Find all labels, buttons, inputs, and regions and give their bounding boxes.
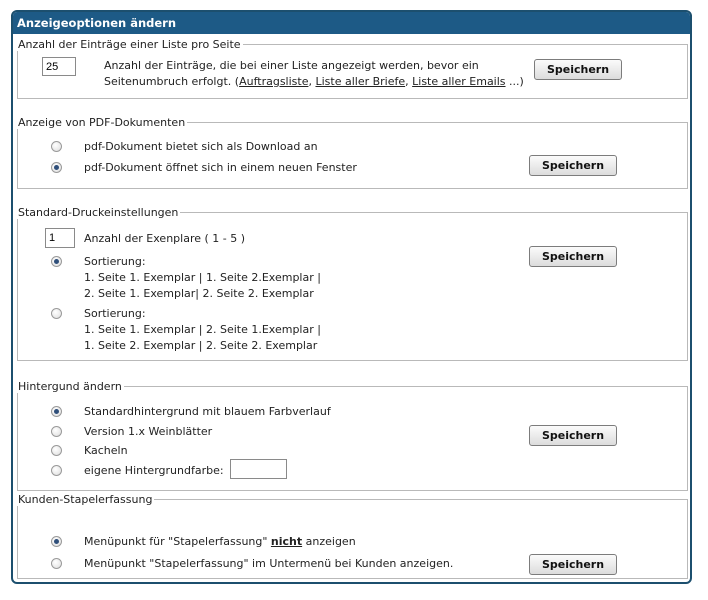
save-button-print[interactable]: Speichern — [529, 246, 617, 267]
batch-hide-label-prefix: Menüpunkt für "Stapelerfassung" — [84, 535, 271, 548]
save-button-batch[interactable]: Speichern — [529, 554, 617, 575]
copies-label: Anzahl der Exenplare ( 1 - 5 ) — [84, 232, 246, 245]
background-custom-color-radio[interactable] — [51, 465, 62, 476]
link-auftragsliste[interactable]: Auftragsliste — [239, 75, 309, 88]
batch-submenu-label: Menüpunkt "Stapelerfassung" im Untermenü bei Kunden anzeigen. — [84, 557, 454, 570]
batch-entry-fieldset — [17, 493, 688, 579]
link-separator-2: , — [405, 75, 413, 88]
background-weinblaetter-label: Version 1.x Weinblätter — [84, 425, 213, 438]
print-settings-fieldset — [17, 206, 688, 361]
panel-title: Anzeigeoptionen ändern — [13, 12, 690, 34]
display-options-panel — [11, 10, 692, 584]
link-liste-aller-emails[interactable]: Liste aller Emails — [412, 75, 506, 88]
entries-per-page-input[interactable] — [42, 57, 76, 76]
entries-description-prefix: Seitenumbruch erfolgt. ( — [104, 75, 240, 88]
pdf-download-radio[interactable] — [51, 141, 62, 152]
pdf-documents-fieldset — [17, 116, 688, 189]
sort-option2-line1: 1. Seite 1. Exemplar | 2. Seite 1.Exemplar | — [84, 323, 321, 336]
pdf-download-label: pdf-Dokument bietet sich als Download an — [84, 140, 318, 153]
sort-option1-line1: 1. Seite 1. Exemplar | 1. Seite 2.Exemplar | — [84, 271, 321, 284]
background-kacheln-radio[interactable] — [51, 445, 62, 456]
batch-submenu-radio[interactable] — [51, 558, 62, 569]
list-entries-fieldset — [17, 38, 688, 99]
background-weinblaetter-radio[interactable] — [51, 426, 62, 437]
background-kacheln-label: Kacheln — [84, 444, 128, 457]
sort-option1-title: Sortierung: — [84, 255, 146, 268]
copies-input[interactable] — [45, 228, 75, 248]
entries-description-line2 — [104, 74, 524, 89]
list-entries-legend: Anzahl der Einträge einer Liste pro Seite — [18, 38, 241, 51]
sort-option1-line2: 2. Seite 1. Exemplar| 2. Seite 2. Exemplar — [84, 287, 314, 300]
pdf-new-window-label: pdf-Dokument öffnet sich in einem neuen Fenster — [84, 161, 357, 174]
save-button-background[interactable]: Speichern — [529, 425, 617, 446]
pdf-new-window-radio[interactable] — [51, 162, 62, 173]
link-separator-1: , — [308, 75, 316, 88]
background-legend: Hintergund ändern — [18, 380, 122, 393]
batch-entry-legend: Kunden-Stapelerfassung — [18, 493, 153, 506]
entries-description-line1: Anzahl der Einträge, die bei einer Liste angezeigt werden, bevor ein — [104, 59, 479, 72]
link-liste-aller-briefe[interactable]: Liste aller Briefe — [315, 75, 406, 88]
print-settings-legend: Standard-Druckeinstellungen — [18, 206, 179, 219]
batch-hide-label — [84, 534, 356, 549]
batch-hide-label-suffix: anzeigen — [302, 535, 356, 548]
batch-hide-radio[interactable] — [51, 536, 62, 547]
save-button-entries[interactable]: Speichern — [534, 59, 622, 80]
batch-hide-label-emph: nicht — [270, 535, 303, 548]
background-color-input[interactable] — [230, 459, 287, 479]
background-standard-label: Standardhintergrund mit blauem Farbverlauf — [84, 405, 331, 418]
sort-option1-radio[interactable] — [51, 256, 62, 267]
entries-description-suffix: ...) — [505, 75, 524, 88]
background-custom-color-label: eigene Hintergrundfarbe: — [84, 464, 224, 477]
sort-option2-line2: 1. Seite 2. Exemplar | 2. Seite 2. Exemplar — [84, 339, 318, 352]
sort-option2-radio[interactable] — [51, 308, 62, 319]
sort-option2-title: Sortierung: — [84, 307, 146, 320]
background-fieldset — [17, 380, 688, 491]
save-button-pdf[interactable]: Speichern — [529, 155, 617, 176]
background-standard-radio[interactable] — [51, 406, 62, 417]
pdf-documents-legend: Anzeige von PDF-Dokumenten — [18, 116, 186, 129]
